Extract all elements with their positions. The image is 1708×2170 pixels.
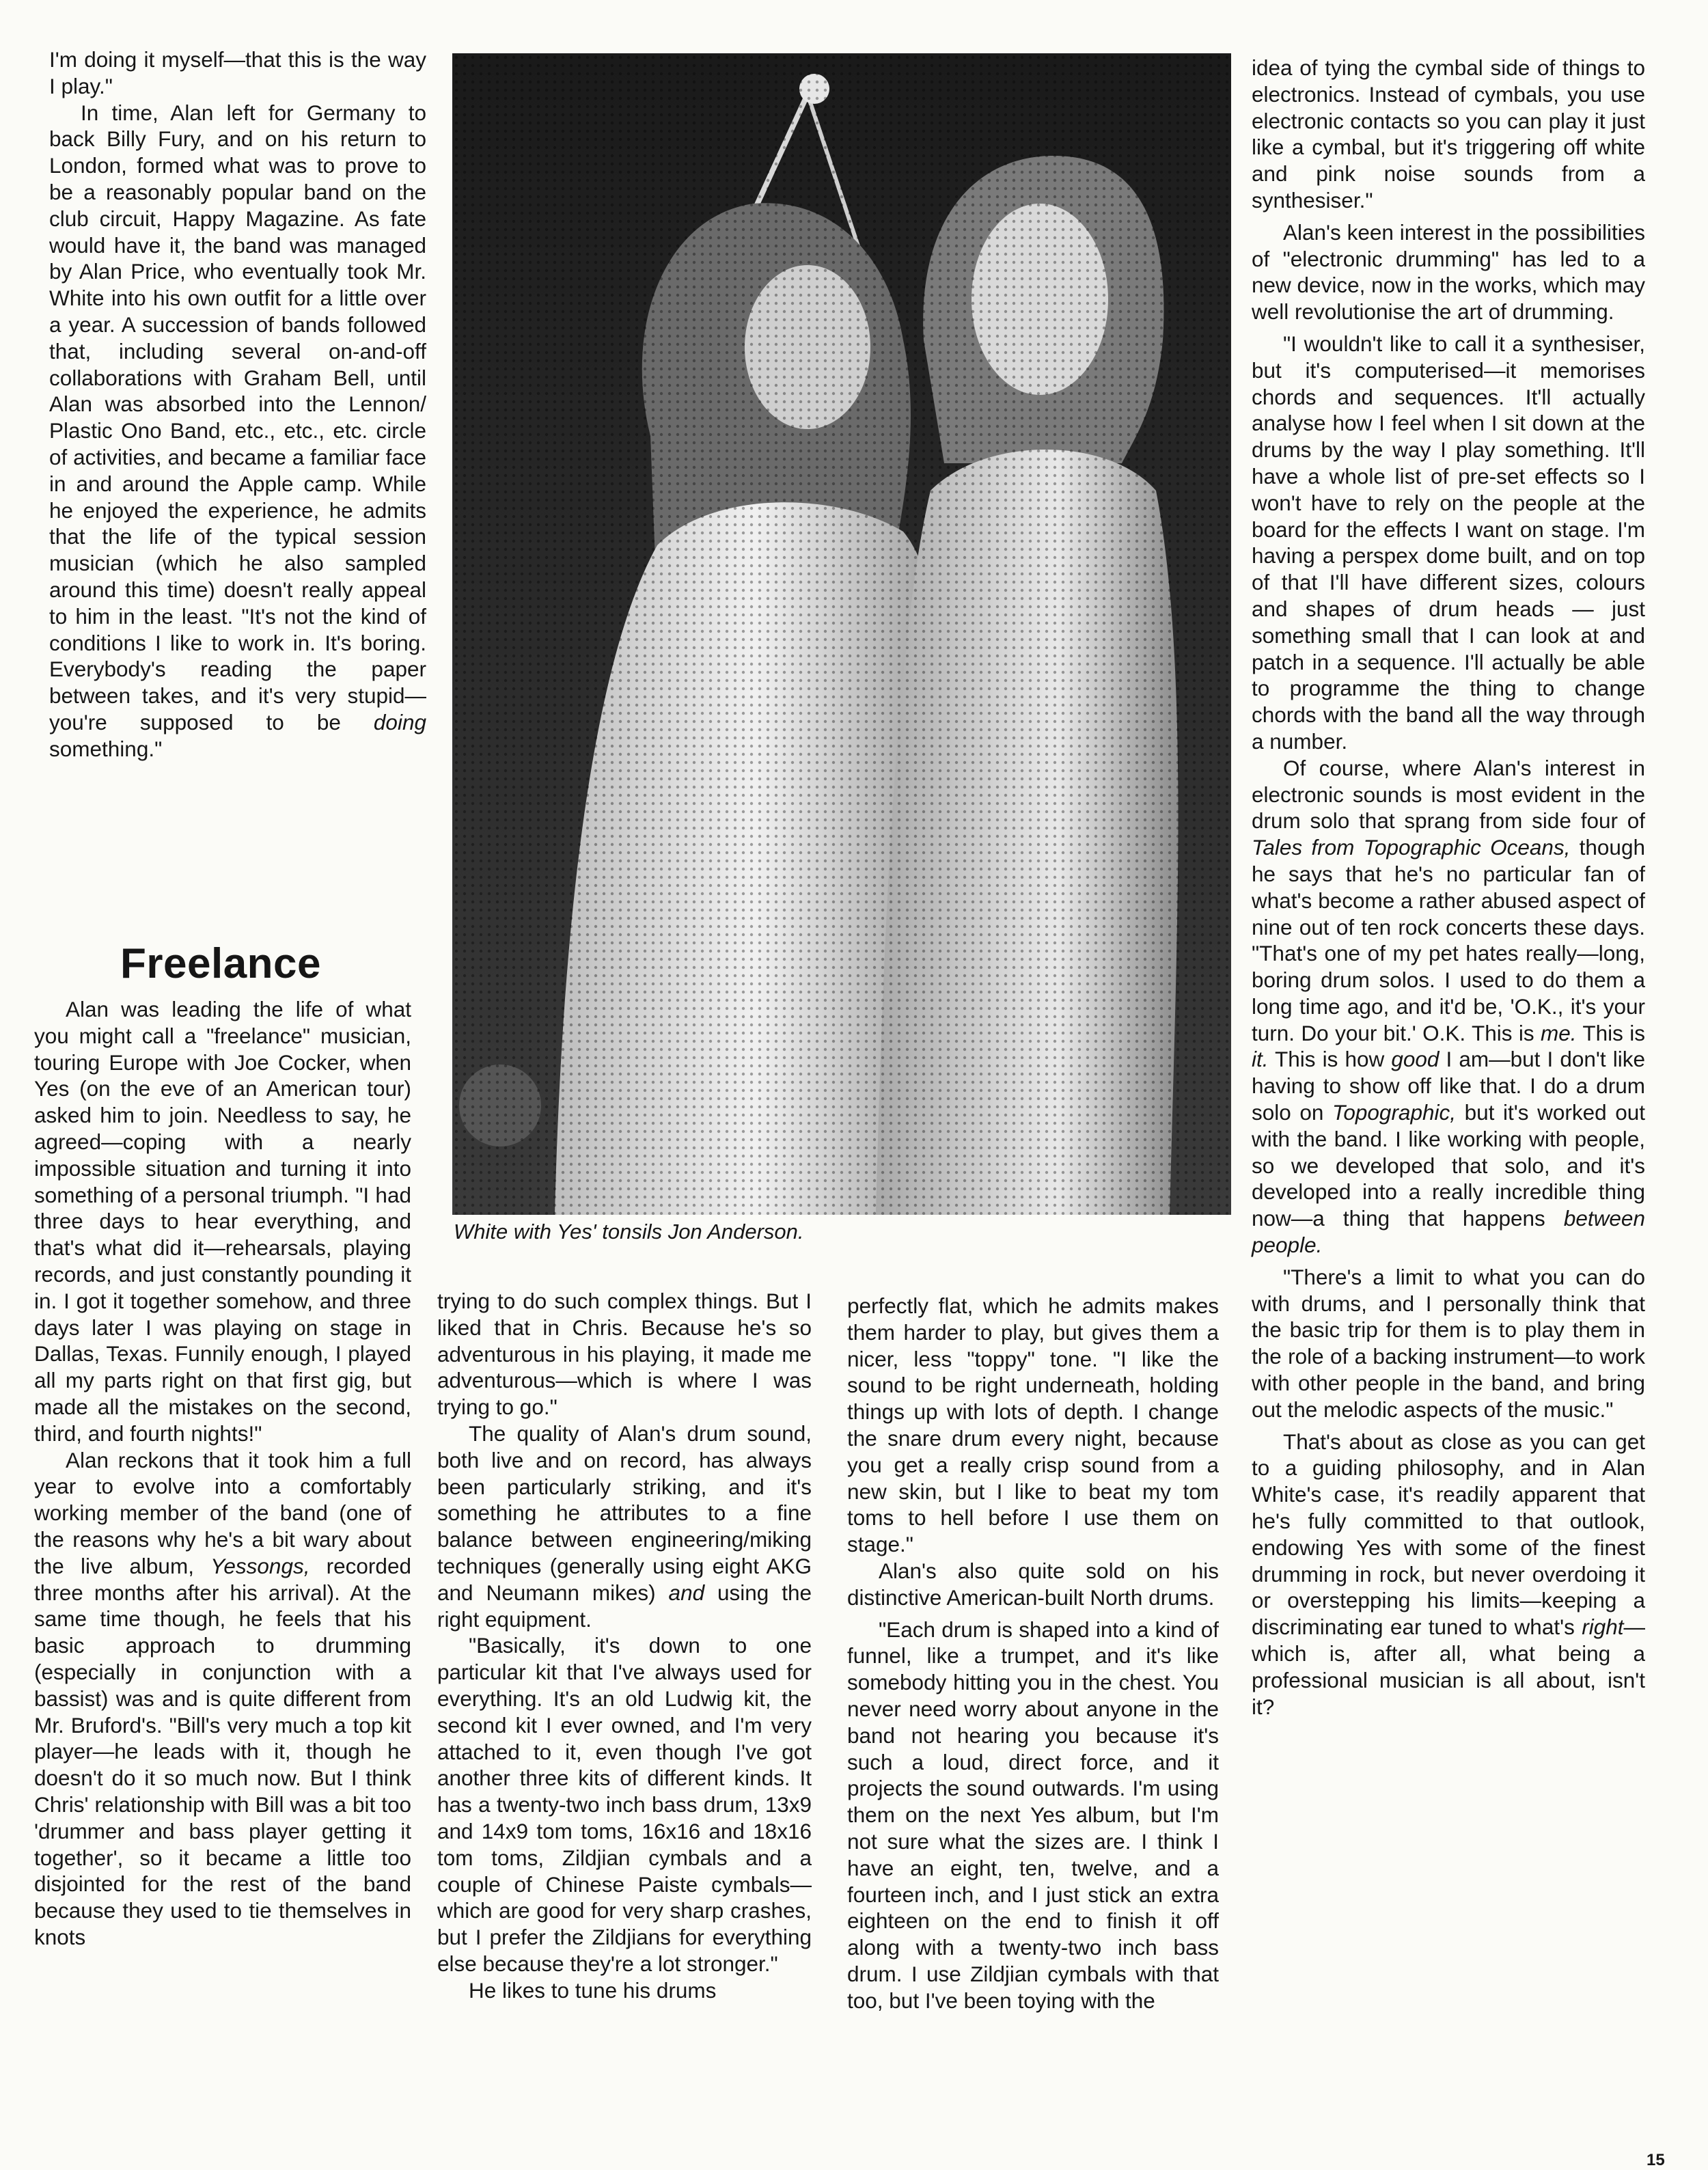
paragraph: "There's a limit to what you can do with drums, and I personally think that the basic trip for them is to play them in the role of a backing instrument—to work with other people in the band, and bring out the melodic aspects of the music." [1252, 1264, 1645, 1422]
paragraph: perfectly flat, which he admits makes them harder to play, but gives them a nicer, less "toppy" tone. "I like the sound to be right underneath, holding things up with lots of depth. I change the snare drum every night, because you get a really crisp sound from a new skin, but I like to beat my tom toms to hell before I use them on stage." [847, 1293, 1219, 1557]
paragraph: In time, Alan left for Germany to back Billy Fury, and on his return to London, formed what was to prove to be a reasonably popular band on the club circuit, Happy Magazine. As fate would have it, the band was managed by Alan Price, who eventually took Mr. White into his own outfit for a little over a year. A succession of bands followed that, including several on-and-off collaborations with Graham Bell, until Alan was absorbed into the Lennon/ Plastic Ono Band, etc., etc., etc. circle of activities, and became a familiar face in and around the Apple camp. While he enjoyed the experience, he admits that the life of the typical session musician (which he also sampled around this time) doesn't really appeal to him in the least. "It's not the kind of conditions I like to work in. It's boring. Everybody's reading the paper between takes, and it's very stupid—you're supposed to be doing something." [49, 100, 426, 761]
paragraph: That's about as close as you can get to a guiding philosophy, and in Alan White's case, it's readily apparent that he's fully committed to that outlook, endowing Yes with some of the finest drumming in rock, but never overdoing it or overstepping his limits—keeping a discriminating ear tuned to what's right—which is, after all, what being a professional musician is all about, isn't it? [1252, 1429, 1645, 1719]
paragraph: Alan was leading the life of what you might call a "freelance" musician, touring Europe with Joe Cocker, when Yes (on the eve of an American tour) asked him to join. Needless to say, he agreed—coping with a nearly impossible situation and turning it into something of a personal triumph. "I had three days to hear everything, and that's what did it—rehearsals, playing records, and just constantly pounding it in. I got it together somehow, and three days later I was playing on stage in Dallas, Texas. Funnily enough, I played all my parts right on that first gig, but made all the mistakes on the second, third, and fourth nights!" [34, 997, 411, 1446]
paragraph: Of course, where Alan's interest in electronic sounds is most evident in the drum solo that sprang from side four of Tales from Topographic Oceans, though he says that he's no particular fan of what's become a rather abused aspect of nine out of ten rock concerts these days. "That's one of my pet hates really—long, boring drum solos. I used to do them a long time ago, and it'd be, 'O.K., it's your turn. Do your bit.' O.K. This is me. This is it. This is how good I am—but I don't like having to show off like that. I do a drum solo on Topographic, but it's worked out with the band. I like working with people, so we developed that solo, and it's developed into a really incredible thing now—a thing that happens between people. [1252, 755, 1645, 1258]
section-heading: Freelance [120, 940, 322, 987]
paragraph: Alan's keen interest in the possibilities of "electronic drumming" has led to a new device, now in the works, which may well revolutionise the art of drumming. [1252, 219, 1645, 325]
column-3 [847, 1293, 1219, 2014]
paragraph: trying to do such complex things. But I liked that in Chris. Because he's so adventurous in his playing, it made me adventurous—which is where I was trying to go." [437, 1289, 812, 1420]
column-1-lower [34, 996, 411, 1951]
paragraph: I'm doing it myself—that this is the way I play." [49, 47, 426, 98]
paragraph: "Each drum is shaped into a kind of funnel, like a trumpet, and it's like somebody hitting you in the chest. You never need worry about anyone in the band not hearing you because it's such a loud, direct force, and it projects the sound outwards. I'm using them on the next Yes album, but I'm not sure what the sizes are. I think I have an eight, ten, twelve, and a fourteen inch, and I just stick an extra eighteen on the end to finish it off along with a twenty-two inch bass drum. I use Zildjian cymbals with that too, but I've been toying with the [847, 1617, 1219, 2013]
photo-alan-white-jon-anderson [452, 53, 1231, 1215]
paragraph: "I wouldn't like to call it a synthesiser, but it's computerised—it memorises chords and sequences. It'll actually analyse how I feel when I sit down at the drums by the way I play something. It'll have a whole list of pre-set effects so I won't have to rely on the people at the board for the effects I want on stage. I'm having a perspex dome built, and on top of that I'll have different sizes, colours and shapes of drum heads — just something small that I can look at and patch in a sequence. I'll actually be able to programme the thing to change chords with the band all the way through a number. [1252, 331, 1645, 754]
paragraph: Alan reckons that it took him a full year to evolve into a comfortably working member of the band (one of the reasons why he's a bit wary about the live album, Yessongs, recorded three months after his arrival). At the same time though, he feels that his basic approach to drumming (especially in conjunction with a bassist) was and is quite different from Mr. Bruford's. "Bill's very much a top kit player—he leads with it, though he doesn't do it so much now. But I think Chris' relationship with Bill was a bit too 'drummer and bass player getting it together', so it became a little too disjointed for the rest of the band because they used to tie themselves in knots [34, 1447, 411, 1949]
paragraph: The quality of Alan's drum sound, both live and on record, has always been particularly striking, and it's something he attributes to a fine balance between engineering/miking techniques (generally using eight AKG and Neumann mikes) and using the right equipment. [437, 1420, 812, 1632]
page-number: 15 [1647, 2151, 1665, 2169]
photo-illustration [452, 53, 1231, 1215]
paragraph: idea of tying the cymbal side of things to electronics. Instead of cymbals, you use electronic contacts so you can play it just like a cymbal, but it's triggering off white and pink noise sounds from a synthesiser." [1252, 55, 1645, 212]
paragraph: He likes to tune his drums [469, 1977, 717, 2003]
column-1-upper [49, 46, 426, 763]
paragraph: Alan's also quite sold on his distinctive American-built North drums. [847, 1558, 1219, 1610]
column-2 [437, 1288, 812, 2004]
column-4 [1252, 55, 1645, 1720]
paragraph: "Basically, it's down to one particular kit that I've always used for everything. It's an old Ludwig kit, the second kit I ever owned, and I'm very attached to it, even though I've got another three kits of different kinds. It has a twenty-two inch bass drum, 13x9 and 14x9 tom toms, 16x16 and 18x16 tom toms, Zildjian cymbals and a couple of Chinese Paiste cymbals—which are good for very sharp crashes, but I prefer the Zildjians for everything else because they're a lot stronger." [437, 1633, 812, 1976]
photo-caption: White with Yes' tonsils Jon Anderson. [454, 1220, 804, 1244]
